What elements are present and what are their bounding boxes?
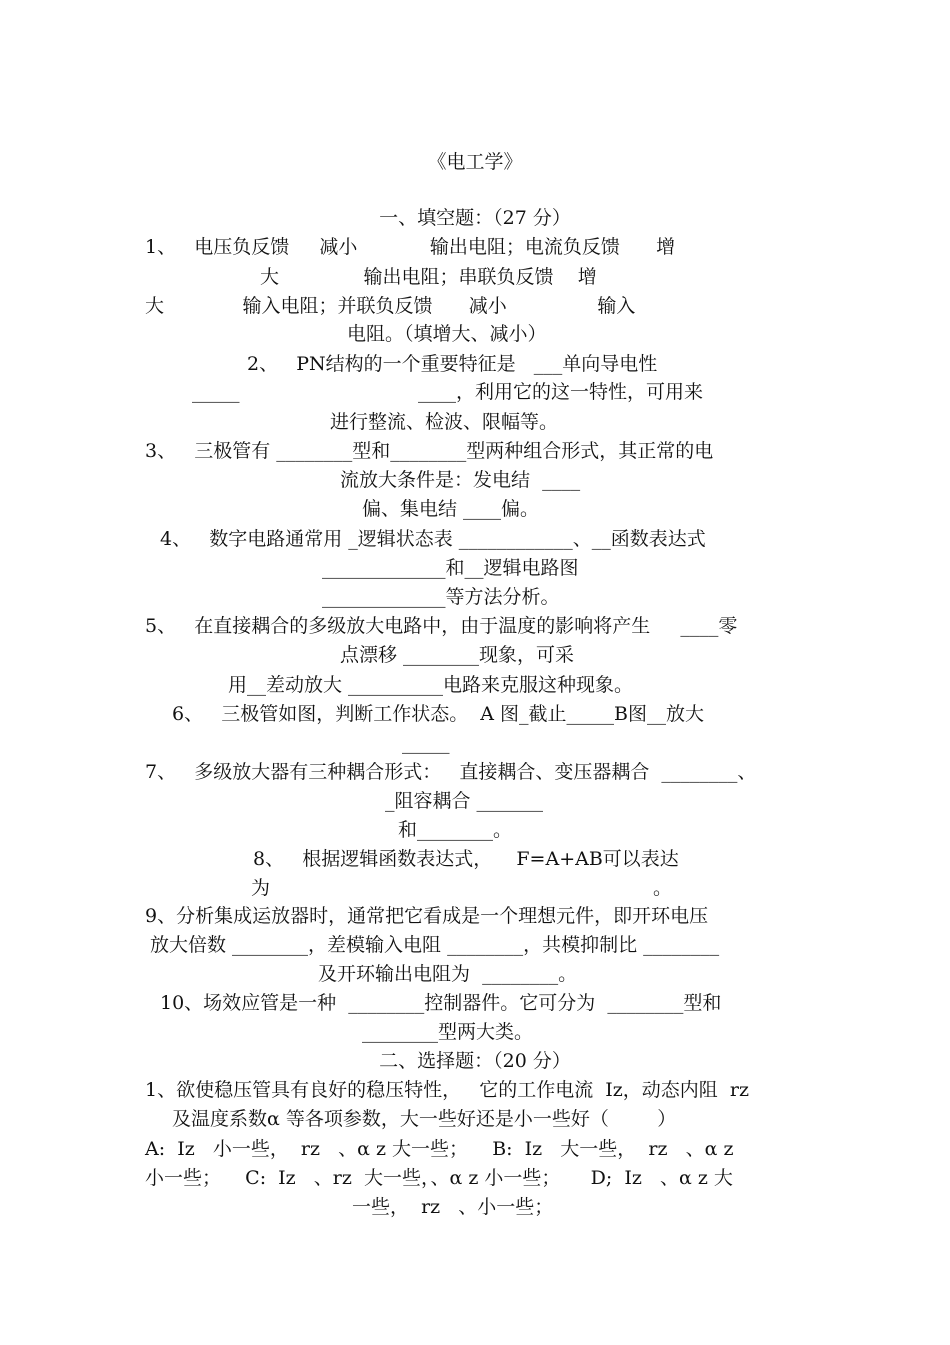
mc1-options-line-3: 一些， rz 、小一些； (352, 1196, 554, 1218)
q1-line-1: 1、 电压负反馈 减小 输出电阻；电流负反馈 增 (145, 236, 676, 258)
mc1-line-2: 及温度系数α 等各项参数，大一些好还是小一些好（ ） (172, 1108, 677, 1130)
q1-line-3: 大 输入电阻；并联负反馈 减小 输入 (145, 295, 636, 317)
q8-line-2: 为 (251, 877, 271, 899)
q1-line-2: 大 输出电阻；串联负反馈 增 (260, 266, 597, 288)
mc1-line-1: 1、欲使稳压管具有良好的稳压特性， 它的工作电流 Iz，动态内阻 rz (145, 1079, 749, 1101)
q3-line-1: 3、 三极管有 ________型和________型两种组合形式，其正常的电 (145, 440, 714, 462)
q5-line-1: 5、 在直接耦合的多级放大电路中，由于温度的影响将产生 ____零 (145, 615, 738, 637)
q9-line-1: 9、分析集成运放器时，通常把它看成是一个理想元件，即开环电压 (145, 905, 709, 927)
q7-line-2: _阻容耦合 _______ (385, 790, 544, 812)
q3-line-2: 流放大条件是：发电结 ____ (340, 469, 581, 491)
q9-line-3: 及开环输出电阻为 ________。 (318, 963, 578, 985)
q10-line-1: 10、场效应管是一种 ________控制器件。它可分为 ________型和 (160, 992, 722, 1014)
q6-line-2: _____ (402, 732, 450, 754)
q4-line-2: _____________和__逻辑电路图 (322, 557, 579, 579)
doc-title: 《电工学》 (427, 151, 523, 173)
q7-line-1: 7、 多级放大器有三种耦合形式： 直接耦合、变压器耦合 ________、 (145, 761, 757, 783)
q2-line-3: 进行整流、检波、限幅等。 (330, 411, 559, 433)
q6-line-1: 6、 三极管如图，判断工作状态。 A 图_截止_____B图__放大 (172, 703, 705, 725)
q7-line-3: 和________。 (398, 819, 513, 841)
q4-line-3: _____________等方法分析。 (322, 586, 560, 608)
q4-line-1: 4、 数字电路通常用 _逻辑状态表 ____________、__函数表达式 (160, 528, 706, 550)
q9-line-2: 放大倍数 ________，差模输入电阻 ________，共模抑制比 ________ (150, 934, 720, 956)
mc1-options-line-2: 小一些； C: Iz 、rz 大一些，、α z 小一些； D; Iz 、α z 大 (145, 1167, 733, 1189)
q5-line-2: 点漂移 ________现象，可采 (340, 644, 575, 666)
section-2-heading: 二、选择题：（20 分） (379, 1050, 571, 1072)
q3-line-3: 偏、集电结 ____偏。 (362, 498, 540, 520)
q2-line-1: 2、 PN结构的一个重要特征是 ___单向导电性 (247, 353, 658, 375)
q1-line-4: 电阻。（填增大、减小） (347, 323, 547, 345)
q8-line-1: 8、 根据逻辑函数表达式， F=A+AB可以表达 (253, 848, 679, 870)
q8-line-3: 。 (653, 877, 673, 899)
mc1-options-line-1: A: Iz 小一些， rz 、α z 大一些； B: Iz 大一些， rz 、α z (145, 1138, 734, 1160)
q2-line-2: ____，利用它的这一特性，可用来 (418, 381, 704, 403)
q10-line-2: ________型两大类。 (362, 1021, 534, 1043)
q2-blank: _____ (192, 381, 240, 403)
section-1-heading: 一、填空题：（27 分） (379, 207, 571, 229)
q5-line-3: 用__差动放大 __________电路来克服这种现象。 (228, 674, 634, 696)
